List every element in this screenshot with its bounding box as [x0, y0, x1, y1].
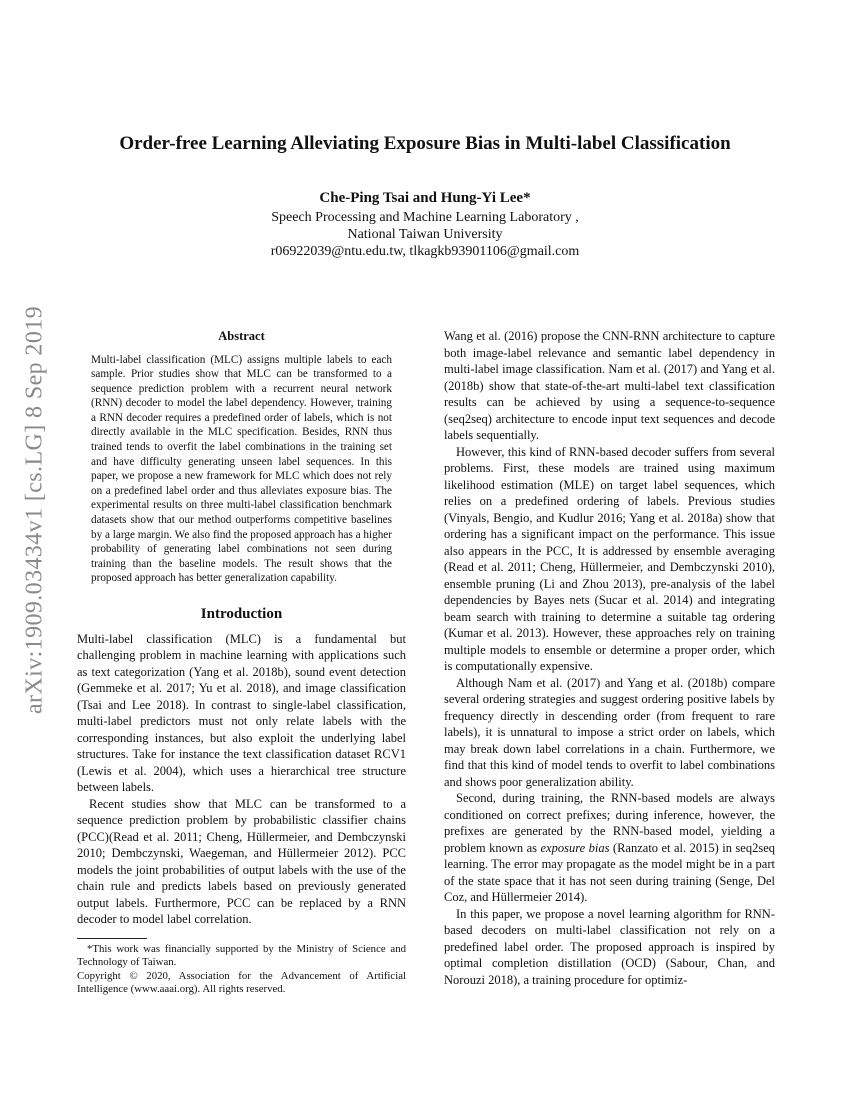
right-column [444, 328, 775, 988]
body-paragraph-5: In this paper, we propose a novel learning algorithm for RNN-based decoders on multi-label classification not rely on a predefined label order. The proposed approach is inspired by optimal completion distillation (OCD) (Sabour, Chan, and Norouzi 2018), a training procedure for optimiz- [444, 906, 775, 987]
affiliation-lab: Speech Processing and Machine Learning Laboratory , [271, 210, 579, 225]
affiliation-university: National Taiwan University [347, 227, 503, 242]
copyright-notice: Copyright © 2020, Association for the Advancement of Artificial Intelligence (www.aaai.org). All rights reserved. [77, 969, 406, 996]
body-paragraph-4-end: (Ranzato et al. 2015) in seq2seq learning. The error may propagate as the model might be in a part of the state space that it has not seen during training (Senge, Del Coz, and Hüllermeier 2014). [444, 840, 775, 904]
body-paragraph-4 [444, 790, 775, 906]
author-block [60, 190, 790, 260]
body-paragraph-4-start: Second, during training, the RNN-based models are always conditioned on correct prefixes; during inference, however, the prefixes are generated by the RNN-based model, yielding a problem known as [444, 791, 775, 855]
footnote-divider [77, 938, 147, 939]
paper-title: Order-free Learning Alleviating Exposure Bias in Multi-label Classification [119, 133, 731, 154]
body-paragraph-1: Wang et al. (2016) propose the CNN-RNN architecture to capture both image-label relevance and semantic label dependency in multi-label image classification. Nam et al. (2017) and Yang et al. (2018b) show that state-of-the-art multi-label text classification results can be achieved by using a sequence-to-sequence (seq2seq) architecture to encode input text sequences and decode labels sequentially. [444, 329, 775, 442]
footnote [77, 943, 406, 997]
author-names: Che-Ping Tsai and Hung-Yi Lee* [319, 190, 531, 206]
abstract-heading: Abstract [218, 329, 265, 343]
exposure-bias-term: exposure bias [540, 840, 610, 855]
left-column [77, 328, 406, 997]
funding-footnote: *This work was financially supported by the Ministry of Science and Technology of Taiwan. [77, 942, 406, 969]
abstract-text: Multi-label classification (MLC) assigns multiple labels to each sample. Prior studies show that MLC can be transformed to a sequence prediction problem with a recurrent neural network (RNN) decoder to model the label dependency. However, training a RNN decoder requires a predefined order of labels, which is not directly available in the MLC specification. Besides, RNN thus trained tends to overfit the label combinations in the training set and have difficulty generating unseen label sequences. In this paper, we propose a new framework for MLC which does not rely on a predefined label order and thus alleviates exposure bias. The experimental results on three multi-label classification benchmark datasets show that our method outperforms competitive baselines by a large margin. We also find the proposed approach has a higher probability of generating label combinations not seen during training than the baseline models. The result shows that the proposed approach has better generalization capability. [91, 353, 392, 585]
author-emails: r06922039@ntu.edu.tw, tlkagkb93901106@gmail.com [270, 244, 580, 259]
introduction-paragraph-2: Recent studies show that MLC can be transformed to a sequence prediction problem by probabilistic classifier chains (PCC)(Read et al. 2011; Cheng, Hüllermeier, and Dembczynski 2010; Dembczynski, Waegeman, and Hüllermeier 2012). PCC models the joint probabilities of output labels with the use of the chain rule and predicts labels based on previously generated output labels. Furthermore, PCC can be replaced by a RNN decoder to model label correlation. [77, 796, 406, 926]
introduction-paragraph-1: Multi-label classification (MLC) is a fundamental but challenging problem in machine learning with applications such as text categorization (Yang et al. 2018b), sound event detection (Gemmeke et al. 2017; Yu et al. 2018), and image classification (Tsai and Lee 2018). In contrast to single-label classification, multi-label predictors must not only relate labels with the corresponding instances, but also exploit the underlying label structures. Take for instance the text classification dataset RCV1 (Lewis et al. 2004), which uses a hierarchical tree structure between labels. [77, 631, 406, 794]
introduction-heading: Introduction [200, 606, 283, 622]
arxiv-identifier-text: arXiv:1909.03434v1 [cs.LG] 8 Sep 2019 [21, 305, 48, 715]
arxiv-identifier [10, 300, 60, 720]
body-paragraph-3: Although Nam et al. (2017) and Yang et al. (2018b) compare several ordering strategies and suggest ordering positive labels by frequency directly in descending order (from frequent to rare labels), it is unnatural to impose a strict order on labels, which may break down label correlations in a chain. Furthermore, we find that this kind of model tends to overfit to label combinations and shows poor generalization ability. [444, 675, 775, 789]
body-paragraph-2: However, this kind of RNN-based decoder suffers from several problems. First, these models are trained using maximum likelihood estimation (MLE) on target label sequences, which relies on a predefined ordering of labels. Previous studies (Vinyals, Bengio, and Kudlur 2016; Yang et al. 2018a) show that ordering has a significant impact on the performance. This issue also appears in the PCC, It is addressed by ensemble averaging (Read et al. 2011; Cheng, Hüllermeier, and Dembczynski 2010), ensemble pruning (Li and Zhou 2013), pre-analysis of the label dependencies by Bayes nets (Sucar et al. 2014) and integrating beam search with training to determine a suitable tag ordering (Kumar et al. 2013). However, these approaches rely on training multiple models to ensemble or determine a proper order, which is computationally expensive. [444, 444, 775, 673]
